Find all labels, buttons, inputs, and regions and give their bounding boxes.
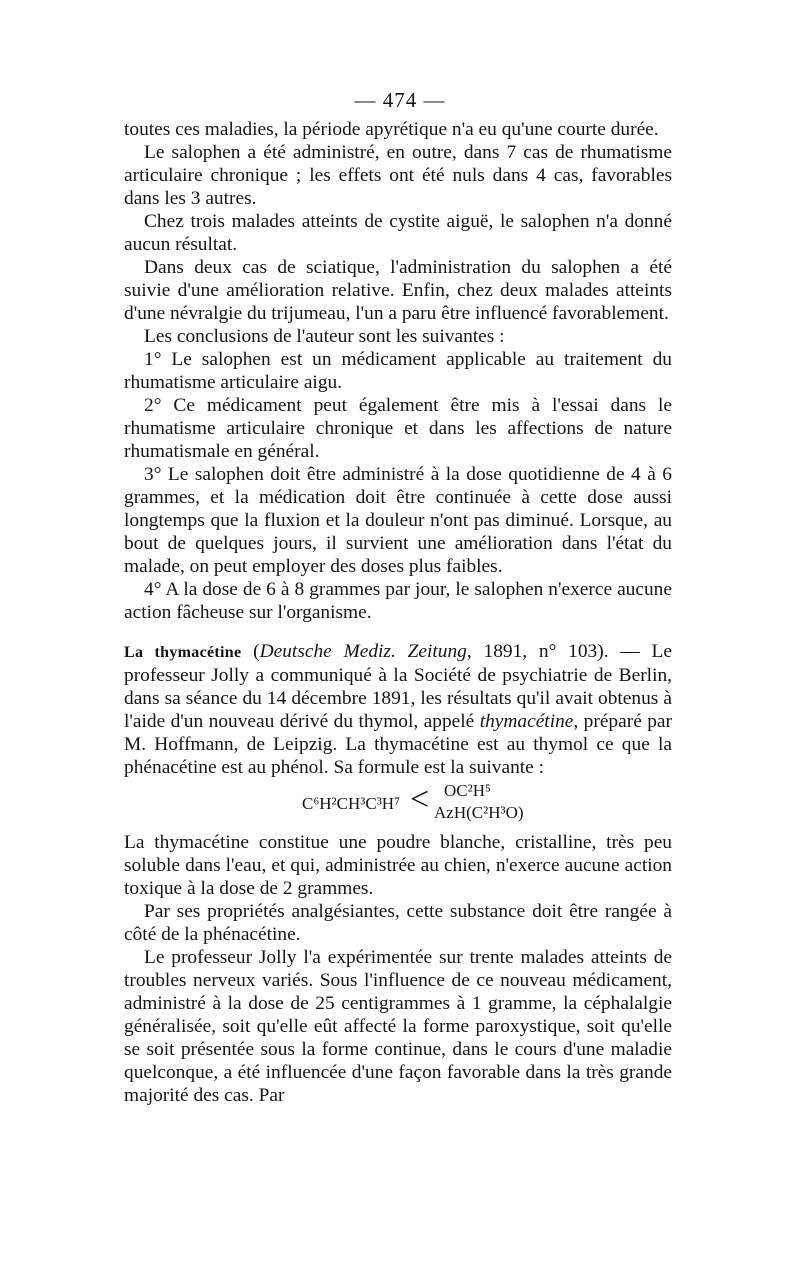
paragraph: toutes ces maladies, la période apyrétique n'a eu qu'une courte durée. [124, 119, 659, 140]
conclusion-2: 2° Ce médicament peut également être mis à l'essai dans le rhumatisme articulaire chronique et dans les affections de nature rhumatismale en général. [124, 395, 672, 462]
section-thymacetine [124, 640, 672, 1107]
chemical-formula [124, 779, 672, 831]
source-journal: Deutsche Mediz. Zeitung [259, 641, 467, 662]
section-salophen [124, 118, 672, 624]
conclusion-4: 4° A la dose de 6 à 8 grammes par jour, le salophen n'exerce aucune action fâcheuse sur l'organisme. [124, 579, 672, 623]
paragraph: Le salophen a été administré, en outre, dans 7 cas de rhumatisme articulaire chronique ; les effets ont été nuls dans 4 cas, favorables dans les 3 autres. [124, 142, 672, 209]
intro-text-a: Le professeur Jolly a communiqué à la Société de psychiatrie de Berlin, dans sa séance du 14 décembre 1891, les résultats qu'il avait obtenus à l'aide d'un nouveau dérivé du thymol, appelé [124, 641, 672, 732]
page-number: — 474 — [354, 88, 446, 112]
formula-base: C⁶H²CH³C³H⁷ [302, 794, 400, 813]
paragraph: Par ses propriétés analgésiantes, cette substance doit être rangée à côté de la phénacétine. [124, 901, 672, 945]
source-details: , 1891, n° 103). — [466, 641, 640, 662]
formula-top-group: OC²H⁵ [444, 781, 491, 800]
conclusion-3: 3° Le salophen doit être administré à la dose quotidienne de 4 à 6 grammes, et la médication doit être continuée à cette dose aussi longtemps que la fluxion et la douleur n'ont pas diminué. Lorsque, au bout de quelques jours, il survient une amélioration dans l'état du malade, on peut employer des doses plus faibles. [124, 464, 672, 577]
article-intro: La thymacétine (Deutsche Mediz. Zeitung, 1891, n° 103). — Le professeur Jolly a communiqué à la Société de psychiatrie de Berlin, dans sa séance du 14 décembre 1891, les résultats qu'il avait obtenus à l'aide d'un nouveau dérivé du thymol, appelé thymacétine, préparé par M. Hoffmann, de Leipzig. La thymacétine est au thymol ce que la phénacétine est au phénol. Sa formule est la suivante : [124, 641, 672, 778]
article-heading: La thymacétine [124, 644, 242, 661]
formula-bracket: < [410, 781, 430, 818]
formula-bottom-group: AzH(C²H³O) [434, 803, 524, 822]
conclusion-1: 1° Le salophen est un médicament applicable au traitement du rhumatisme articulaire aigu. [124, 349, 672, 393]
paragraph: Chez trois malades atteints de cystite aiguë, le salophen n'a donné aucun résultat. [124, 211, 672, 255]
intro-term: thymacétine [479, 711, 574, 732]
paragraph: Dans deux cas de sciatique, l'administration du salophen a été suivie d'une amélioration relative. Enfin, chez deux malades atteints d'une névralgie du trijumeau, l'un a paru être influencé favorablement. [124, 257, 672, 324]
intro-text-b: , préparé par M. Hoffmann, de Leipzig. La thymacétine est au thymol ce que la phénacétine est au phénol. Sa formule est la suivante : [124, 711, 672, 778]
paragraph: La thymacétine constitue une poudre blanche, cristalline, très peu soluble dans l'eau, et qui, administrée au chien, n'exerce aucune action toxique à la dose de 2 grammes. [124, 832, 672, 899]
paragraph: Le professeur Jolly l'a expérimentée sur trente malades atteints de troubles nerveux variés. Sous l'influence de ce nouveau médicament, administré à la dose de 25 centigrammes à 1 gramme, la céphalalgie généralisée, soit qu'elle eût affecté la forme paroxystique, soit qu'elle se soit présentée sous la forme continue, dans le cours d'une maladie quelconque, a été influencée d'une façon favorable dans la très grande majorité des cas. Par [124, 947, 672, 1106]
paragraph: Les conclusions de l'auteur sont les suivantes : [144, 326, 505, 347]
